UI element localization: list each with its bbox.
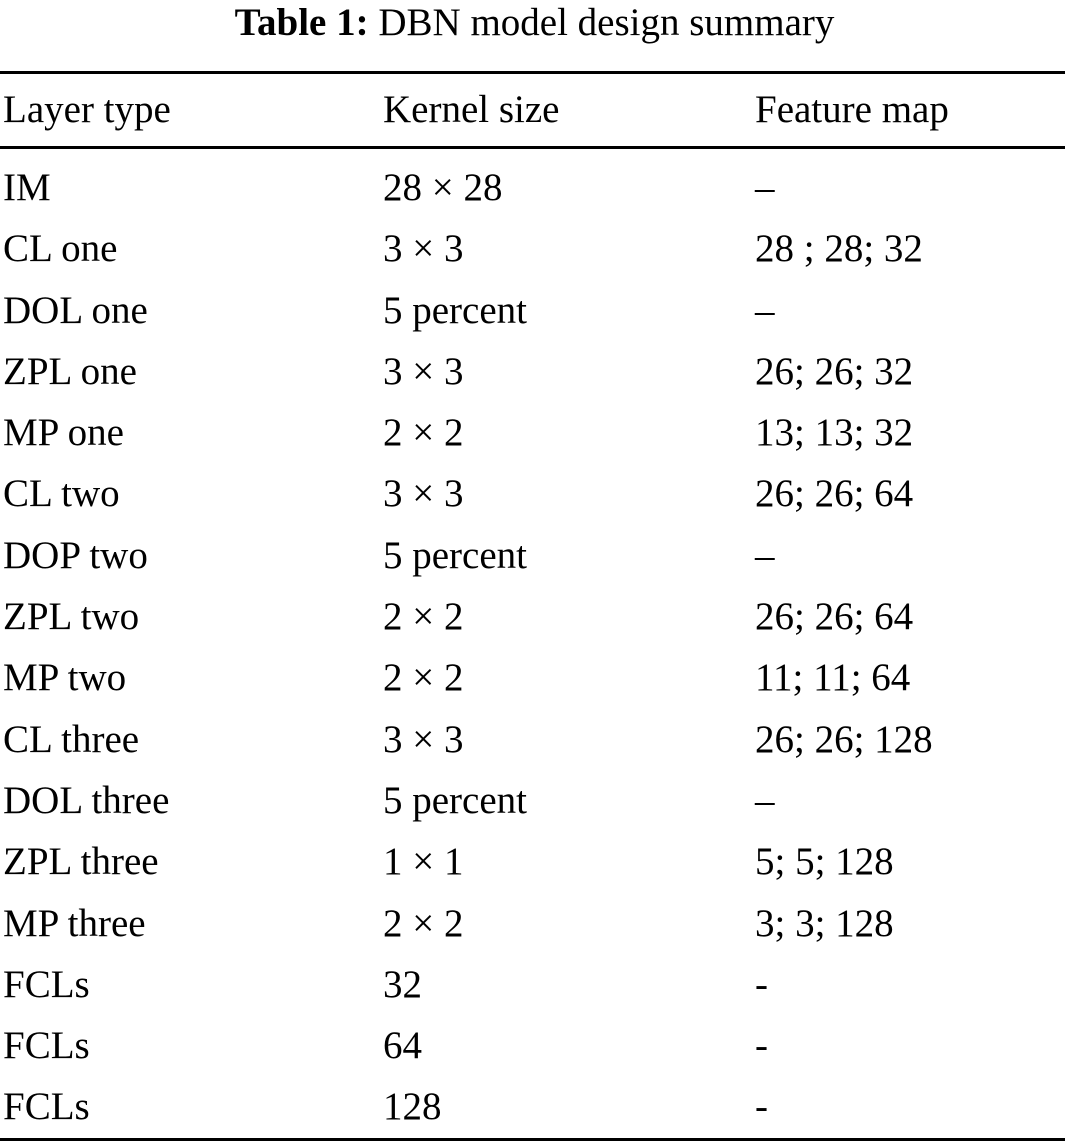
header-feature-map: Feature map <box>755 88 949 131</box>
table-row <box>0 280 1065 341</box>
table-row <box>0 1076 1065 1139</box>
cell-layer-type: CL two <box>3 472 120 516</box>
cell-layer-type: CL three <box>3 717 140 761</box>
header-layer-type: Layer type <box>3 88 171 131</box>
cell-layer-type: ZPL two <box>3 595 140 639</box>
cell-layer-type: IM <box>3 166 51 209</box>
cell-kernel-size: 3 × 3 <box>383 472 464 516</box>
table-row <box>0 1015 1065 1076</box>
cell-kernel-size: 1 × 1 <box>383 840 464 884</box>
table-row <box>0 218 1065 279</box>
cell-feature-map: 26; 26; 128 <box>755 717 933 761</box>
table-row <box>0 341 1065 402</box>
cell-layer-type: FCLs <box>3 962 90 1006</box>
cell-layer-type: DOL three <box>3 778 170 822</box>
table-row <box>0 586 1065 647</box>
cell-feature-map: - <box>755 962 768 1006</box>
cell-kernel-size: 3 × 3 <box>383 349 464 393</box>
cell-kernel-size: 5 percent <box>383 288 528 332</box>
table-caption-text: DBN model design summary <box>378 1 835 44</box>
cell-kernel-size: 3 × 3 <box>383 717 464 761</box>
table-body <box>0 148 1065 1140</box>
cell-kernel-size: 28 × 28 <box>383 166 503 209</box>
cell-feature-map: 5; 5; 128 <box>755 840 894 884</box>
table-row <box>0 148 1065 219</box>
cell-kernel-size: 5 percent <box>383 533 528 577</box>
table-row <box>0 770 1065 831</box>
cell-feature-map: – <box>755 533 775 577</box>
cell-feature-map: 26; 26; 64 <box>755 472 914 516</box>
cell-feature-map: 3; 3; 128 <box>755 901 894 945</box>
cell-feature-map: - <box>755 1085 768 1129</box>
table-row <box>0 525 1065 586</box>
cell-kernel-size: 2 × 2 <box>383 411 464 455</box>
dbn-design-table <box>0 71 1065 1141</box>
cell-kernel-size: 2 × 2 <box>383 656 464 700</box>
cell-layer-type: MP two <box>3 656 127 700</box>
cell-feature-map: – <box>755 166 775 209</box>
cell-feature-map: 11; 11; 64 <box>755 656 911 700</box>
cell-feature-map: 26; 26; 64 <box>755 595 914 639</box>
cell-layer-type: MP three <box>3 901 146 945</box>
table-row <box>0 647 1065 708</box>
table-row <box>0 831 1065 892</box>
cell-layer-type: FCLs <box>3 1085 90 1129</box>
header-kernel-size: Kernel size <box>383 88 560 131</box>
cell-kernel-size: 32 <box>383 962 422 1006</box>
cell-layer-type: DOL one <box>3 288 148 332</box>
cell-layer-type: CL one <box>3 227 118 271</box>
cell-kernel-size: 64 <box>383 1024 422 1068</box>
cell-layer-type: ZPL three <box>3 840 159 884</box>
table-row <box>0 893 1065 954</box>
cell-kernel-size: 3 × 3 <box>383 227 464 271</box>
table-row <box>0 463 1065 524</box>
table-caption <box>0 0 1069 52</box>
cell-layer-type: FCLs <box>3 1024 90 1068</box>
table-header <box>0 73 1065 148</box>
table-container <box>0 71 1065 1141</box>
cell-kernel-size: 5 percent <box>383 778 528 822</box>
cell-layer-type: MP one <box>3 411 124 455</box>
cell-feature-map: 26; 26; 32 <box>755 349 914 393</box>
cell-layer-type: ZPL one <box>3 349 137 393</box>
table-row <box>0 954 1065 1015</box>
cell-kernel-size: 2 × 2 <box>383 901 464 945</box>
cell-feature-map: - <box>755 1024 768 1068</box>
header-row <box>0 73 1065 148</box>
cell-feature-map: 28 ; 28; 32 <box>755 227 923 271</box>
cell-kernel-size: 128 <box>383 1085 442 1129</box>
table-row <box>0 709 1065 770</box>
cell-feature-map: – <box>755 778 775 822</box>
cell-layer-type: DOP two <box>3 533 148 577</box>
cell-feature-map: 13; 13; 32 <box>755 411 914 455</box>
cell-kernel-size: 2 × 2 <box>383 595 464 639</box>
table-caption-label: Table 1: <box>234 1 369 44</box>
cell-feature-map: – <box>755 288 775 332</box>
table-row <box>0 402 1065 463</box>
